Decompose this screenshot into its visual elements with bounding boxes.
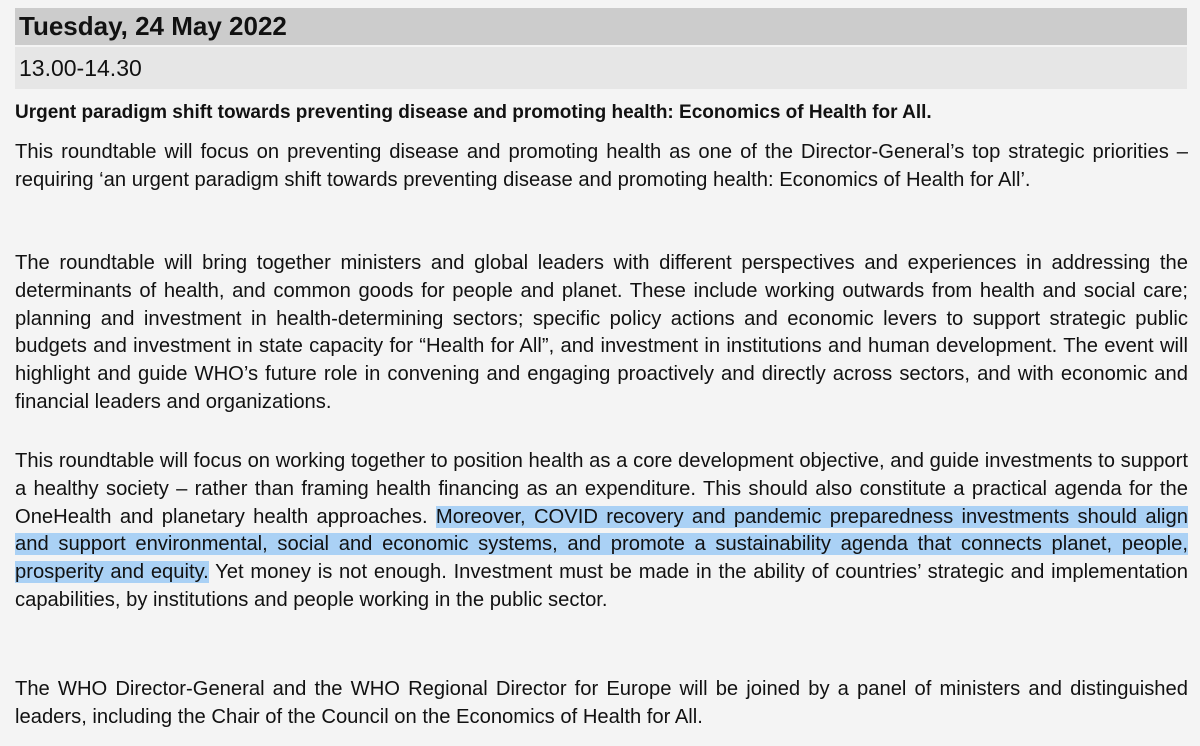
paragraph-3-text-start[interactable]: This roundtable will focus on working together to position health as a core development objective, and guide investments to support a healthy society – rather than framing health financing as an expenditure. This should also constitute a practical agenda for the OneHealth and planetary health approaches.: [15, 450, 1188, 528]
session-date: Tuesday, 24 May 2022: [15, 8, 1187, 45]
paragraph-4[interactable]: The WHO Director-General and the WHO Regional Director for Europe will be joined by a panel of ministers and distinguished leaders, including the Chair of the Council on the Economics of Health for All.: [15, 678, 1188, 728]
paragraph-3[interactable]: [15, 448, 1188, 615]
session-title: Urgent paradigm shift towards preventing disease and promoting health: Economics of Health for All.: [15, 102, 932, 123]
selected-text-highlight[interactable]: Moreover, COVID recovery and pandemic preparedness investments should align and support environmental, social and economic systems, and promote a sustainability agenda that connects planet, people, prosperity and equity.: [15, 505, 1188, 584]
paragraph-3-text-end[interactable]: Yet money is not enough. Investment must be made in the ability of countries’ strategic and implementation capabilities, by institutions and people working in the public sector.: [15, 561, 1188, 611]
paragraph-1[interactable]: This roundtable will focus on preventing disease and promoting health as one of the Director-General’s top strategic priorities – requiring ‘an urgent paradigm shift towards preventing disease and promoting health: Economics of Health for All’.: [15, 141, 1188, 191]
paragraph-2[interactable]: The roundtable will bring together ministers and global leaders with different perspectives and experiences in addressing the determinants of health, and common goods for people and planet. These include working outwards from health and social care; planning and investment in health-determining sectors; specific policy actions and economic levers to support strategic public budgets and investment in state capacity for “Health for All”, and investment in institutions and human development. The event will highlight and guide WHO’s future role in convening and engaging proactively and directly across sectors, and with economic and financial leaders and organizations.: [15, 252, 1188, 413]
session-time: 13.00-14.30: [15, 47, 1187, 89]
